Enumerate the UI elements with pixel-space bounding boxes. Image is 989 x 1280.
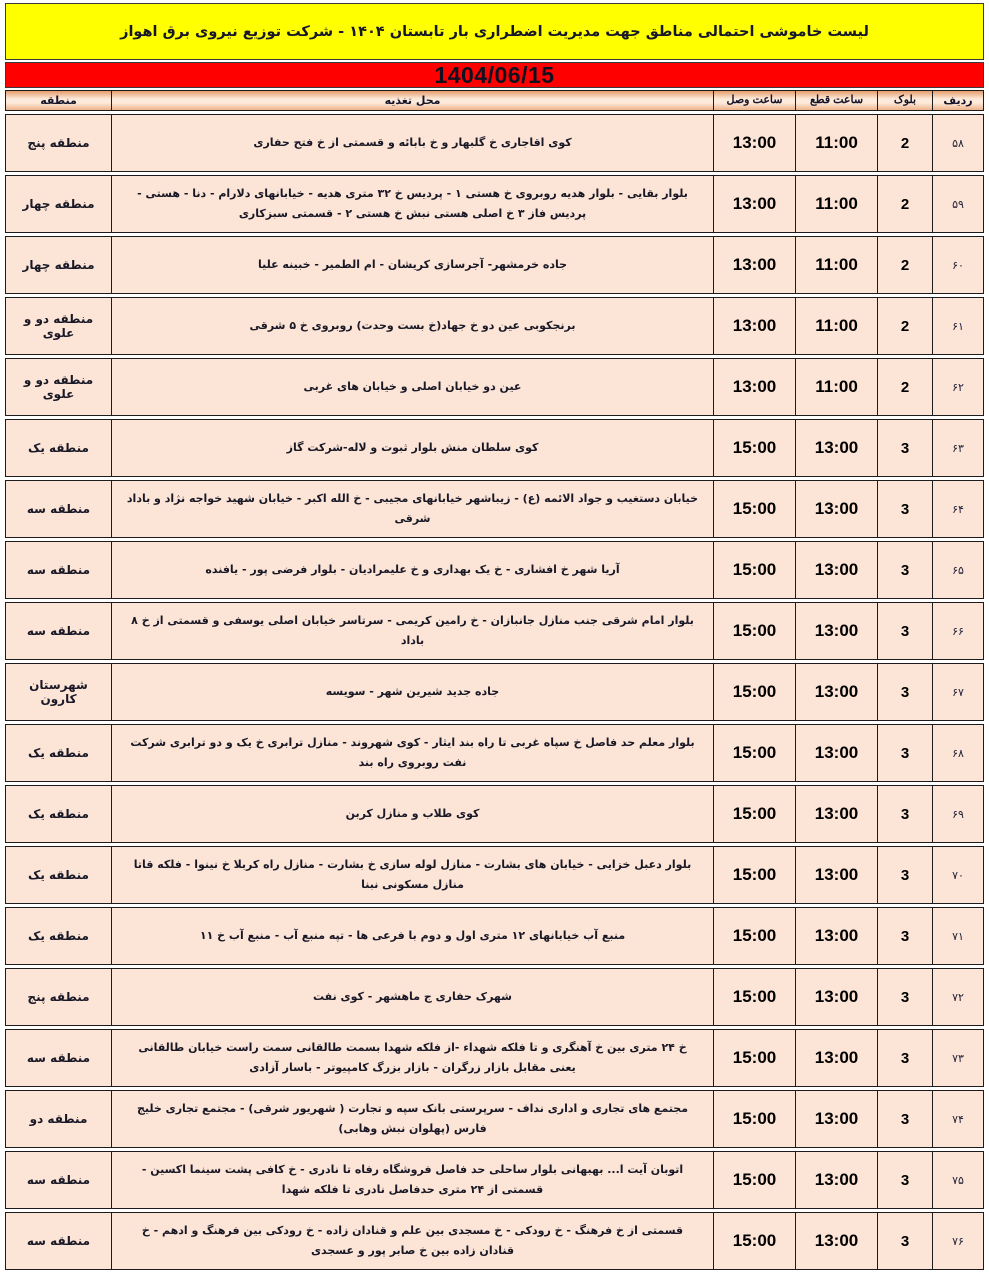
cut-time-cell: 13:00 bbox=[796, 847, 878, 903]
table-row bbox=[5, 1090, 984, 1148]
feeding-location-cell: برنجکوبی عین دو خ جهاد(خ بست وحدت) روبروی خ ۵ شرقی bbox=[112, 298, 714, 354]
reconnect-time-cell: 15:00 bbox=[714, 786, 796, 842]
region-cell: منطقه پنج bbox=[6, 115, 112, 171]
reconnect-time-cell: 15:00 bbox=[714, 481, 796, 537]
table-header-row bbox=[5, 90, 984, 111]
column-header-reconnect-time: ساعت وصل bbox=[714, 91, 796, 110]
table-row bbox=[5, 663, 984, 721]
row-number-cell: ۶۶ bbox=[952, 624, 964, 638]
region-cell: منطقه چهار bbox=[6, 176, 112, 232]
table-row bbox=[5, 541, 984, 599]
region-cell: منطقه سه bbox=[6, 603, 112, 659]
reconnect-time-cell: 15:00 bbox=[714, 603, 796, 659]
cut-time-cell: 11:00 bbox=[796, 359, 878, 415]
row-number-cell: ۷۰ bbox=[952, 868, 964, 882]
outage-table bbox=[5, 90, 984, 1270]
row-number-cell: ۶۷ bbox=[952, 685, 964, 699]
reconnect-time-cell: 15:00 bbox=[714, 420, 796, 476]
reconnect-time-cell: 15:00 bbox=[714, 1091, 796, 1147]
title-banner bbox=[5, 3, 984, 60]
region-cell: منطقه دو و علوی bbox=[6, 298, 112, 354]
table-row bbox=[5, 480, 984, 538]
cut-time-cell: 11:00 bbox=[796, 237, 878, 293]
reconnect-time-cell: 13:00 bbox=[714, 298, 796, 354]
row-number-cell: ۶۳ bbox=[952, 441, 964, 455]
column-header-block: بلوک bbox=[878, 91, 933, 110]
feeding-location-cell: کوی سلطان منش بلوار ثبوت و لاله-شرکت گاز bbox=[112, 420, 714, 476]
reconnect-time-cell: 13:00 bbox=[714, 176, 796, 232]
cut-time-cell: 13:00 bbox=[796, 908, 878, 964]
reconnect-time-cell: 15:00 bbox=[714, 1213, 796, 1269]
table-row bbox=[5, 236, 984, 294]
row-number-cell: ۶۵ bbox=[952, 563, 964, 577]
region-cell: منطقه یک bbox=[6, 725, 112, 781]
reconnect-time-cell: 15:00 bbox=[714, 542, 796, 598]
row-number-cell: ۷۶ bbox=[952, 1234, 964, 1248]
region-cell: منطقه یک bbox=[6, 786, 112, 842]
table-row bbox=[5, 419, 984, 477]
region-cell: منطقه سه bbox=[6, 1030, 112, 1086]
feeding-location-cell: جاده جدید شیرین شهر - سویسه bbox=[112, 664, 714, 720]
feeding-location-cell: اتوبان آیت ا... بهبهانی بلوار ساحلی حد فاصل فروشگاه رفاه تا نادری - خ کافی پشت سینما اکسین - قسمتی از ۲۴ متری حدفاصل نادری تا فلکه شهدا bbox=[112, 1152, 714, 1208]
column-header-cut-time: ساعت قطع bbox=[796, 91, 878, 110]
table-row bbox=[5, 358, 984, 416]
region-cell: منطقه یک bbox=[6, 420, 112, 476]
table-row bbox=[5, 1151, 984, 1209]
feeding-location-cell: بلوار امام شرقی جنب منازل جانبازان - خ رامین کریمی - سرتاسر خیابان اصلی یوسفی و قسمتی از خ ۸ باداد bbox=[112, 603, 714, 659]
block-cell: 3 bbox=[878, 420, 933, 476]
block-cell: 3 bbox=[878, 1213, 933, 1269]
table-row bbox=[5, 846, 984, 904]
block-cell: 2 bbox=[878, 359, 933, 415]
reconnect-time-cell: 15:00 bbox=[714, 1152, 796, 1208]
table-row bbox=[5, 1029, 984, 1087]
block-cell: 3 bbox=[878, 1152, 933, 1208]
block-cell: 3 bbox=[878, 1091, 933, 1147]
feeding-location-cell: آریا شهر خ افشاری - خ یک بهداری و خ علیمرادیان - بلوار فرضی پور - یافنده bbox=[112, 542, 714, 598]
block-cell: 3 bbox=[878, 603, 933, 659]
feeding-location-cell: بلوار معلم حد فاصل خ سپاه غربی تا راه بند ایثار - کوی شهروند - منازل ترابری خ یک و دو ترابری شرکت نفت روبروی راه بند bbox=[112, 725, 714, 781]
row-number-cell: ۷۲ bbox=[952, 990, 964, 1004]
feeding-location-cell: خ ۲۴ متری بین خ آهنگری و تا فلکه شهداء -از فلکه شهدا بسمت طالقانی سمت راست خیابان طالقانی یعنی مقابل بازار زرگران - بازار بزرگ کامپیوتر - باسار آزادی bbox=[112, 1030, 714, 1086]
region-cell: شهرستان کارون bbox=[6, 664, 112, 720]
region-cell: منطقه یک bbox=[6, 847, 112, 903]
region-cell: منطقه دو bbox=[6, 1091, 112, 1147]
table-row bbox=[5, 114, 984, 172]
cut-time-cell: 13:00 bbox=[796, 1091, 878, 1147]
row-number-cell: ۶۱ bbox=[952, 319, 964, 333]
column-header-row-number: ردیف bbox=[943, 94, 973, 107]
date-text: 1404/06/15 bbox=[434, 61, 555, 88]
table-row bbox=[5, 297, 984, 355]
block-cell: 2 bbox=[878, 237, 933, 293]
cut-time-cell: 11:00 bbox=[796, 298, 878, 354]
feeding-location-cell: منبع آب خیابانهای ۱۲ متری اول و دوم با فرعی ها - تپه منبع آب - منبع آب خ ۱۱ bbox=[112, 908, 714, 964]
row-number-cell: ۷۴ bbox=[952, 1112, 964, 1126]
date-banner bbox=[5, 62, 984, 88]
feeding-location-cell: کوی طلاب و منازل کربن bbox=[112, 786, 714, 842]
row-number-cell: ۶۰ bbox=[952, 258, 964, 272]
cut-time-cell: 13:00 bbox=[796, 664, 878, 720]
table-row bbox=[5, 907, 984, 965]
feeding-location-cell: قسمتی از خ فرهنگ - خ رودکی - خ مسجدی بین علم و قنادان زاده - خ رودکی بین فرهنگ و ادهم - خ قنادان زاده بین خ صابر پور و عسجدی bbox=[112, 1213, 714, 1269]
row-number-cell: ۶۲ bbox=[952, 380, 964, 394]
cut-time-cell: 11:00 bbox=[796, 176, 878, 232]
table-row bbox=[5, 724, 984, 782]
page-title: لیست خاموشی احتمالی مناطق جهت مدیریت اضطراری بار تابستان ۱۴۰۴ - شرکت توزیع نیروی برق اهواز bbox=[120, 23, 869, 40]
row-number-cell: ۶۹ bbox=[952, 807, 964, 821]
cut-time-cell: 13:00 bbox=[796, 603, 878, 659]
table-row bbox=[5, 175, 984, 233]
column-header-region: منطقه bbox=[6, 91, 112, 110]
row-number-cell: ۵۸ bbox=[952, 136, 964, 150]
feeding-location-cell: بلوار دعبل خزایی - خیابان های بشارت - منازل لوله سازی خ بشارت - منازل راه کربلا خ نینوا - فلکه قاتا منازل مسکونی نبنا bbox=[112, 847, 714, 903]
row-number-cell: ۷۵ bbox=[952, 1173, 964, 1187]
feeding-location-cell: عین دو خیابان اصلی و خیابان های غربی bbox=[112, 359, 714, 415]
feeding-location-cell: جاده خرمشهر- آجرسازی کریشان - ام الطمیر - خبینه علیا bbox=[112, 237, 714, 293]
table-row bbox=[5, 1212, 984, 1270]
reconnect-time-cell: 13:00 bbox=[714, 237, 796, 293]
feeding-location-cell: خیابان دستغیب و جواد الائمه (ع) - زیباشهر خیابانهای مجیبی - خ الله اکبر - خیابان شهید خواجه نژاد و باداد شرقی bbox=[112, 481, 714, 537]
table-row bbox=[5, 602, 984, 660]
region-cell: منطقه سه bbox=[6, 1213, 112, 1269]
table-row bbox=[5, 968, 984, 1026]
block-cell: 2 bbox=[878, 298, 933, 354]
block-cell: 3 bbox=[878, 969, 933, 1025]
table-row bbox=[5, 785, 984, 843]
cut-time-cell: 13:00 bbox=[796, 420, 878, 476]
feeding-location-cell: کوی اقاجاری خ گلبهار و خ بابائه و قسمتی از خ فتح حفاری bbox=[112, 115, 714, 171]
cut-time-cell: 13:00 bbox=[796, 969, 878, 1025]
region-cell: منطقه یک bbox=[6, 908, 112, 964]
reconnect-time-cell: 13:00 bbox=[714, 359, 796, 415]
reconnect-time-cell: 15:00 bbox=[714, 1030, 796, 1086]
block-cell: 3 bbox=[878, 786, 933, 842]
row-number-cell: ۶۸ bbox=[952, 746, 964, 760]
cut-time-cell: 13:00 bbox=[796, 786, 878, 842]
region-cell: منطقه دو و علوی bbox=[6, 359, 112, 415]
region-cell: منطقه سه bbox=[6, 481, 112, 537]
reconnect-time-cell: 15:00 bbox=[714, 969, 796, 1025]
feeding-location-cell: شهرک حفاری ج ماهشهر - کوی نفت bbox=[112, 969, 714, 1025]
reconnect-time-cell: 15:00 bbox=[714, 725, 796, 781]
column-header-feeding-location: محل تغذیه bbox=[112, 91, 714, 110]
row-number-cell: ۷۱ bbox=[952, 929, 964, 943]
block-cell: 3 bbox=[878, 1030, 933, 1086]
cut-time-cell: 13:00 bbox=[796, 1213, 878, 1269]
reconnect-time-cell: 15:00 bbox=[714, 847, 796, 903]
cut-time-cell: 11:00 bbox=[796, 115, 878, 171]
row-number-cell: ۵۹ bbox=[952, 197, 964, 211]
reconnect-time-cell: 15:00 bbox=[714, 664, 796, 720]
block-cell: 3 bbox=[878, 725, 933, 781]
cut-time-cell: 13:00 bbox=[796, 542, 878, 598]
cut-time-cell: 13:00 bbox=[796, 481, 878, 537]
block-cell: 3 bbox=[878, 847, 933, 903]
reconnect-time-cell: 13:00 bbox=[714, 115, 796, 171]
feeding-location-cell: بلوار بقایی - بلوار هدیه روبروی خ هستی ۱ - پردیس خ ۳۲ متری هدیه - خیابانهای دلارام - دنا - هستی - پردیس فاز ۳ خ اصلی هستی نبش خ هستی ۲ - قسمتی سبزکاری bbox=[112, 176, 714, 232]
block-cell: 3 bbox=[878, 908, 933, 964]
region-cell: منطقه سه bbox=[6, 542, 112, 598]
row-number-cell: ۶۴ bbox=[952, 502, 964, 516]
block-cell: 3 bbox=[878, 481, 933, 537]
row-number-cell: ۷۳ bbox=[952, 1051, 964, 1065]
block-cell: 2 bbox=[878, 115, 933, 171]
region-cell: منطقه سه bbox=[6, 1152, 112, 1208]
cut-time-cell: 13:00 bbox=[796, 725, 878, 781]
block-cell: 2 bbox=[878, 176, 933, 232]
cut-time-cell: 13:00 bbox=[796, 1152, 878, 1208]
block-cell: 3 bbox=[878, 542, 933, 598]
reconnect-time-cell: 15:00 bbox=[714, 908, 796, 964]
feeding-location-cell: مجتمع های تجاری و اداری نداف - سرپرستی بانک سپه و تجارت ( شهریور شرقی) - مجتمع تجاری خلیج فارس (پهلوان نبش وهابی) bbox=[112, 1091, 714, 1147]
region-cell: منطقه چهار bbox=[6, 237, 112, 293]
block-cell: 3 bbox=[878, 664, 933, 720]
region-cell: منطقه پنج bbox=[6, 969, 112, 1025]
cut-time-cell: 13:00 bbox=[796, 1030, 878, 1086]
